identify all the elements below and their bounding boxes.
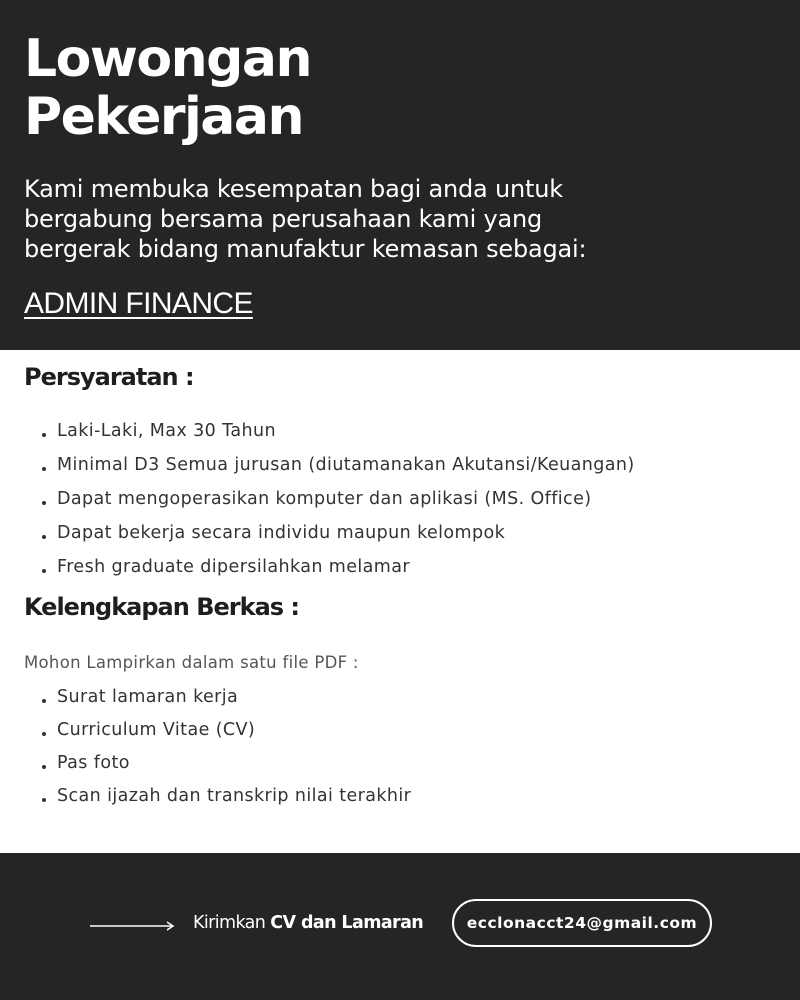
intro-text xyxy=(24,174,784,264)
list-item: Scan ijazah dan transkrip nilai terakhir xyxy=(40,782,411,815)
send-prefix: Kirimkan xyxy=(193,913,266,933)
title-line-1: Lowongan xyxy=(24,29,311,89)
page-title xyxy=(24,30,311,146)
send-instruction xyxy=(193,909,423,937)
position-title: ADMIN FINANCE xyxy=(24,287,253,320)
intro-line-1: Kami membuka kesempatan bagi anda untuk xyxy=(24,175,563,203)
title-line-2: Pekerjaan xyxy=(24,87,303,147)
list-item: Dapat mengoperasikan komputer dan aplikasi (MS. Office) xyxy=(40,485,635,519)
list-item: Fresh graduate dipersilahkan melamar xyxy=(40,553,635,587)
arrow-right-icon xyxy=(90,920,175,932)
send-bold-text: CV dan Lamaran xyxy=(270,913,424,933)
list-item: Surat lamaran kerja xyxy=(40,683,411,716)
email-link[interactable]: ecclonacct24@gmail.com xyxy=(452,899,712,947)
list-item: Pas foto xyxy=(40,749,411,782)
intro-line-2: bergabung bersama perusahaan kami yang xyxy=(24,205,543,233)
list-item: Minimal D3 Semua jurusan (diutamanakan Akutansi/Keuangan) xyxy=(40,451,635,485)
list-item: Laki-Laki, Max 30 Tahun xyxy=(40,417,635,451)
requirements-heading: Persyaratan : xyxy=(24,363,194,391)
list-item: Curriculum Vitae (CV) xyxy=(40,716,411,749)
documents-intro: Mohon Lampirkan dalam satu file PDF : xyxy=(24,653,359,672)
requirements-list xyxy=(40,417,635,587)
list-item: Dapat bekerja secara individu maupun kelompok xyxy=(40,519,635,553)
intro-line-3: bergerak bidang manufaktur kemasan sebagai: xyxy=(24,235,587,263)
documents-list xyxy=(40,683,411,815)
documents-heading: Kelengkapan Berkas : xyxy=(24,593,299,621)
